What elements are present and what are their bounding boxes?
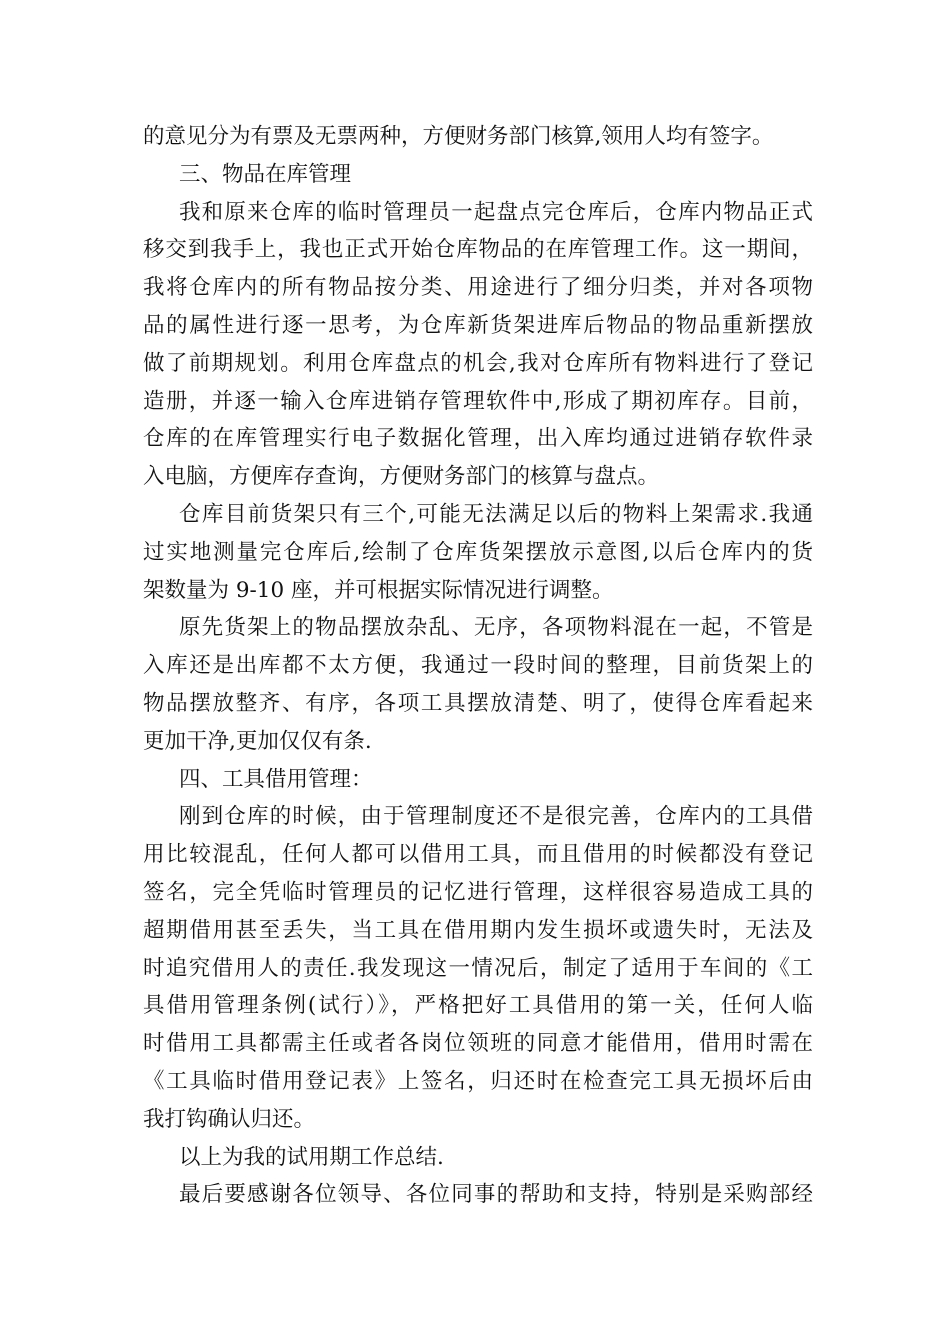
text-line: 移交到我手上，我也正式开始仓库物品的在库管理工作。这一期间， <box>143 237 813 263</box>
text-line: 《工具临时借用登记表》上签名，归还时在检查完工具无损坏后由 <box>143 1068 813 1094</box>
text-line: 架数量为 9-10 座，并可根据实际情况进行调整。 <box>143 577 614 603</box>
text-line: 入电脑，方便库存查询，方便财务部门的核算与盘点。 <box>143 464 660 490</box>
text-line: 仓库目前货架只有三个,可能无法满足以后的物料上架需求.我通 <box>179 501 813 527</box>
text-line: 的意见分为有票及无票两种，方便财务部门核算,领用人均有签字。 <box>143 124 774 149</box>
text-line: 四、工具借用管理： <box>179 766 373 792</box>
document-body <box>143 118 813 1214</box>
text-line: 我和原来仓库的临时管理员一起盘点完仓库后，仓库内物品正式 <box>179 199 813 225</box>
text-line: 超期借用甚至丢失，当工具在借用期内发生损坏或遗失时，无法及 <box>143 917 813 943</box>
text-line: 造册，并逐一输入仓库进销存管理软件中,形成了期初库存。目前， <box>143 388 813 414</box>
text-line: 以上为我的试用期工作总结. <box>179 1144 444 1170</box>
text-line: 时借用工具都需主任或者各岗位领班的同意才能借用，借用时需在 <box>143 1031 813 1057</box>
text-line: 具借用管理条例(试行）》，严格把好工具借用的第一关，任何人临 <box>143 993 813 1019</box>
text-line: 签名，完全凭临时管理员的记忆进行管理，这样很容易造成工具的 <box>143 879 813 905</box>
text-line: 仓库的在库管理实行电子数据化管理，出入库均通过进销存软件录 <box>143 426 813 452</box>
text-line: 我将仓库内的所有物品按分类、用途进行了细分归类，并对各项物 <box>143 275 813 301</box>
text-line: 品的属性进行逐一思考，为仓库新货架进库后物品的物品重新摆放 <box>143 312 813 338</box>
text-line: 最后要感谢各位领导、各位同事的帮助和支持，特别是采购部经 <box>179 1182 813 1208</box>
text-line: 入库还是出库都不太方便，我通过一段时间的整理，目前货架上的 <box>143 653 813 679</box>
text-line: 三、物品在库管理 <box>179 161 352 187</box>
text-line: 过实地测量完仓库后,绘制了仓库货架摆放示意图,以后仓库内的货 <box>143 539 813 565</box>
text-line: 刚到仓库的时候，由于管理制度还不是很完善，仓库内的工具借 <box>179 804 813 830</box>
text-line: 用比较混乱，任何人都可以借用工具，而且借用的时候都没有登记 <box>143 842 813 868</box>
text-line: 时追究借用人的责任.我发现这一情况后，制定了适用于车间的《工 <box>143 955 813 981</box>
text-line: 原先货架上的物品摆放杂乱、无序，各项物料混在一起，不管是 <box>179 615 813 641</box>
text-line: 更加干净,更加仅仅有条. <box>143 728 372 754</box>
text-line: 做了前期规划。利用仓库盘点的机会,我对仓库所有物料进行了登记 <box>143 350 813 376</box>
text-line: 我打钩确认归还。 <box>143 1106 316 1132</box>
text-line: 物品摆放整齐、有序，各项工具摆放清楚、明了，使得仓库看起来 <box>143 690 813 716</box>
